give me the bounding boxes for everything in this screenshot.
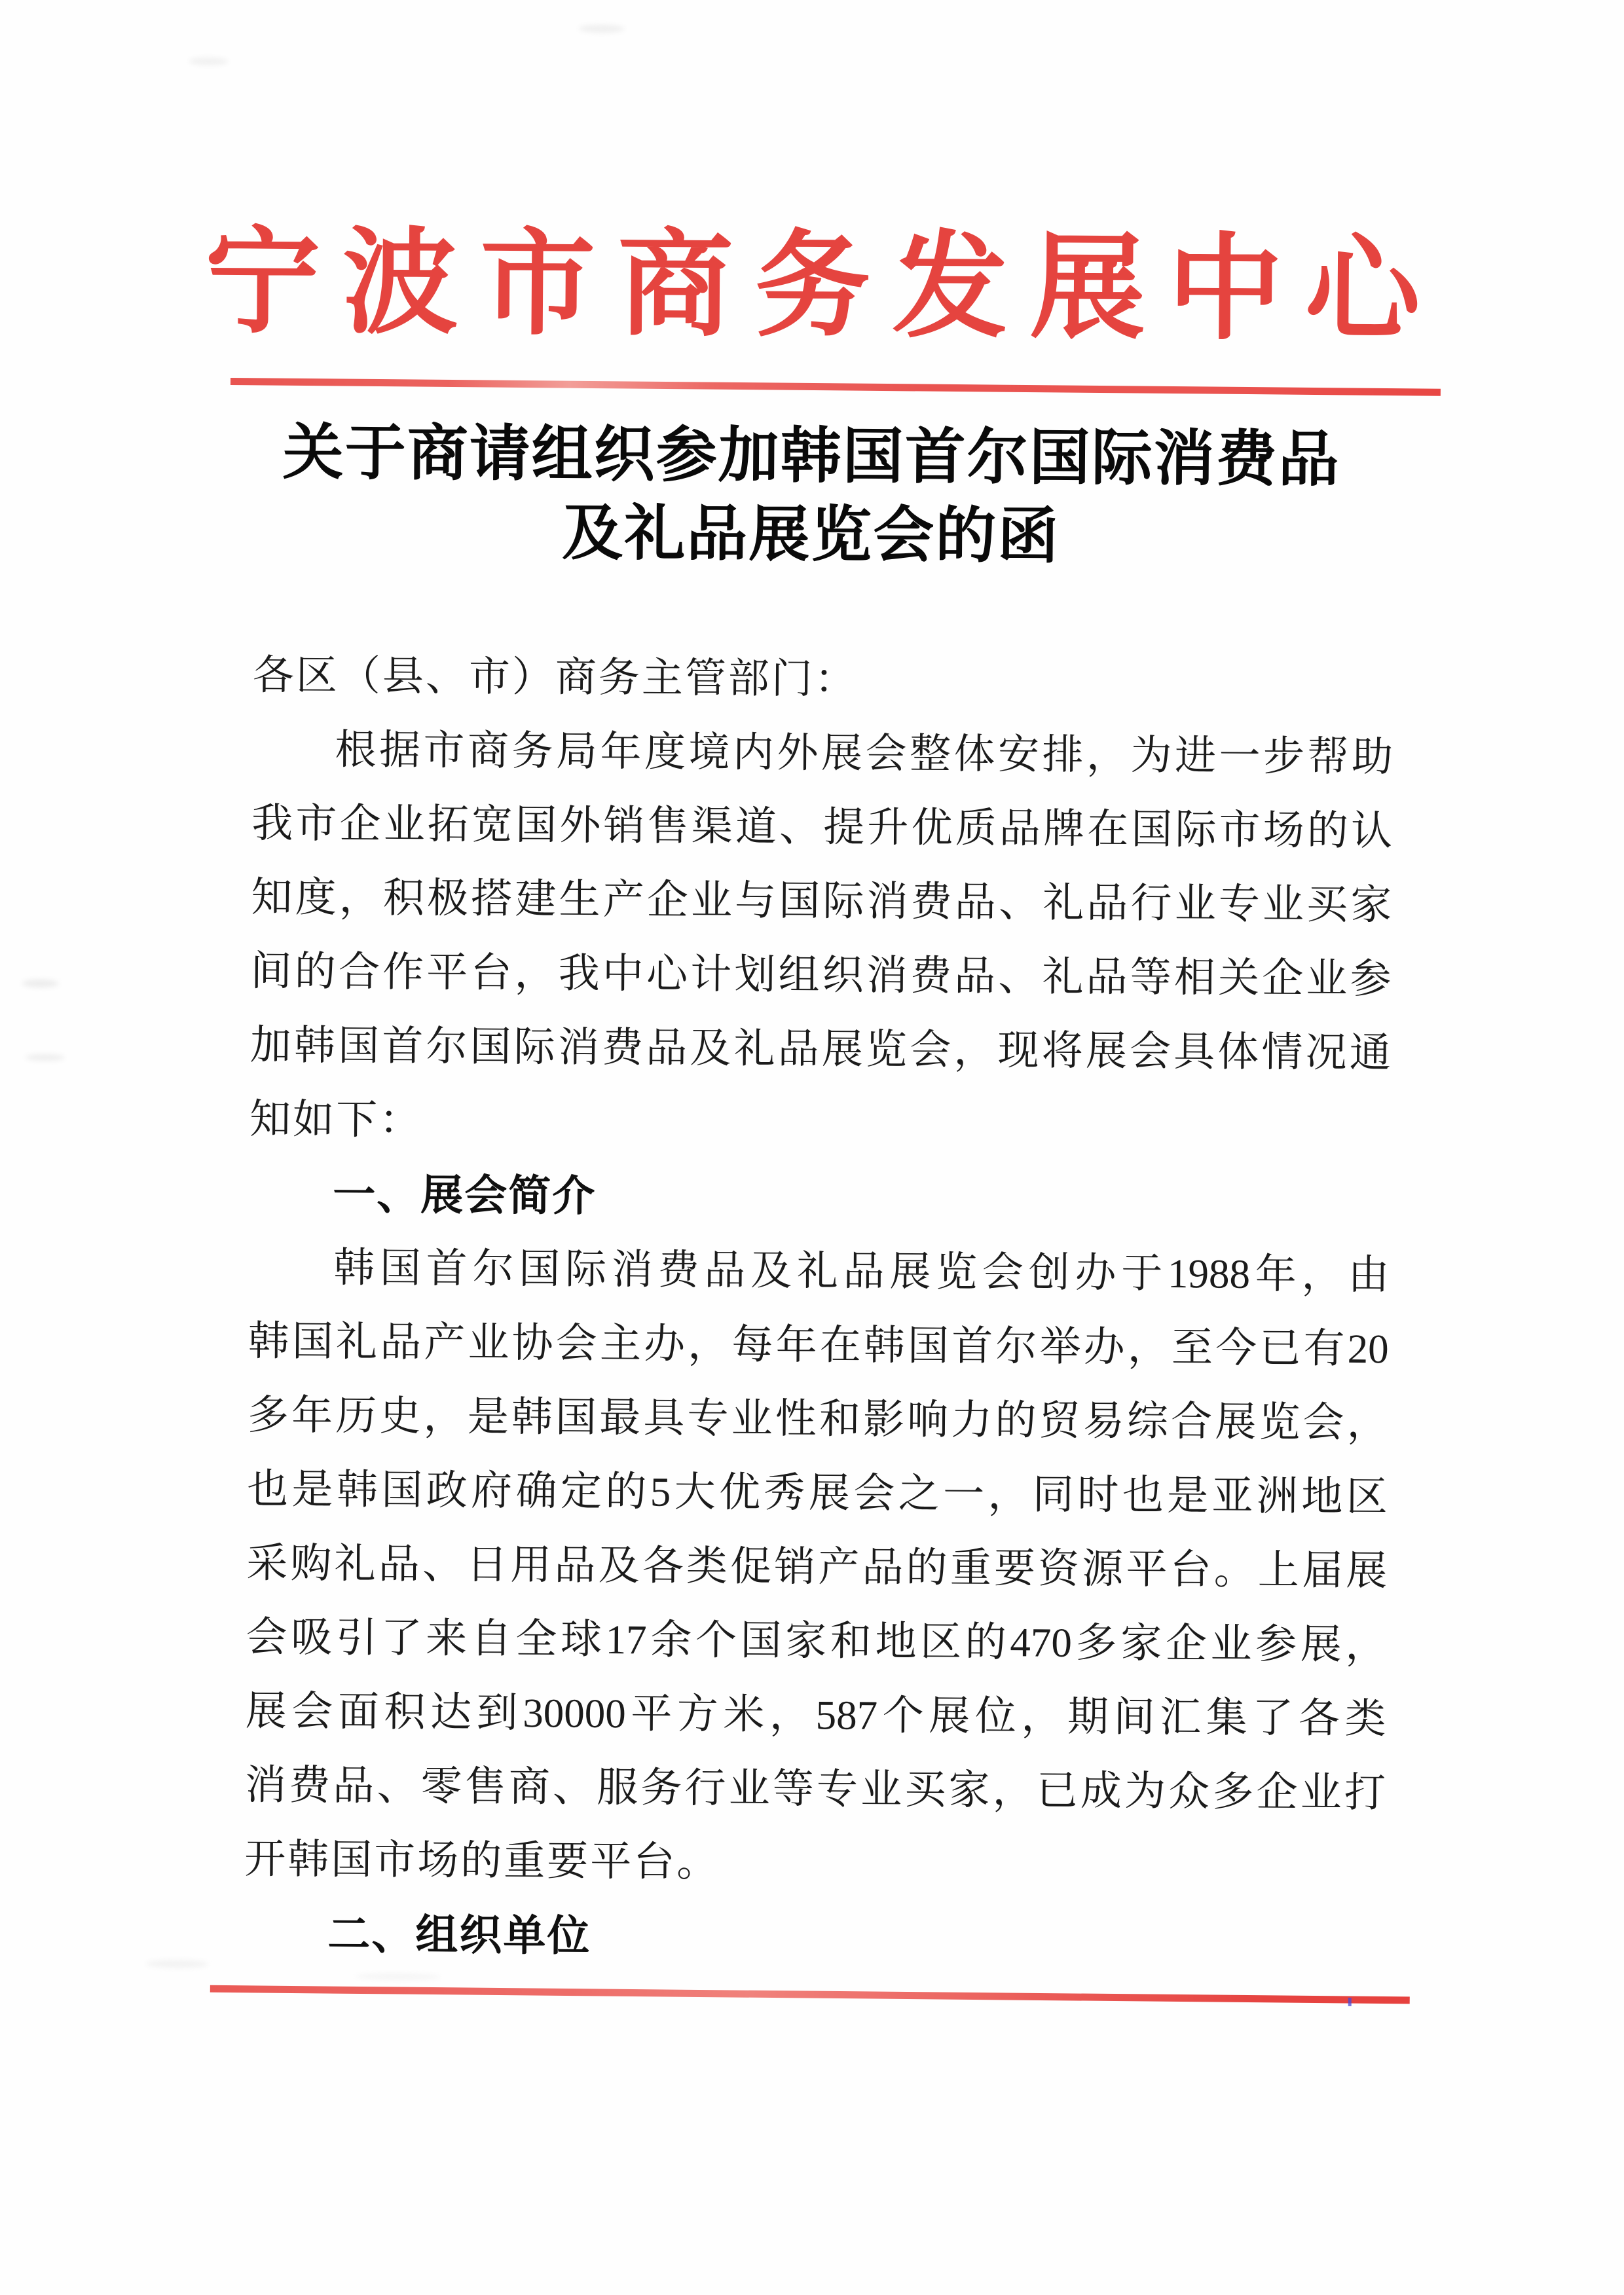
scan-smudge	[189, 57, 228, 65]
document-title-line1: 关于商请组织参加韩国首尔国际消费品	[282, 419, 1341, 494]
body-line: 开韩国市场的重要平台。	[244, 1836, 720, 1886]
body-line: 韩 国 礼 品 产 业 协 会 主 办 ， 每 年 在 韩 国 首 尔 举 办 ， 至 今 已 有 20	[248, 1318, 1389, 1372]
body-line: 消 费 品 、 零 售 商 、 服 务 行 业 等 专 业 买 家 ， 已 成 为 众 多 企 业 打	[244, 1762, 1386, 1816]
scan-smudge	[579, 25, 625, 33]
document-title	[0, 412, 1624, 580]
letterhead-title: 宁波市商务发展中心	[204, 219, 1443, 356]
paragraph-indent	[248, 1230, 329, 1305]
body-line: 我 市 企 业 拓 宽 国 外 销 售 渠 道 、 提 升 优 质 品 牌 在 国 际 市 场 的 认	[251, 800, 1393, 854]
scan-smudge	[146, 1960, 208, 1968]
body-line: 各区（县、市）商务主管部门：	[252, 652, 858, 703]
body-line: 多 年 历 史 ， 是 韩 国 最 具 专 业 性 和 影 响 力 的 贸 易 综 合 展 览 会 ，	[247, 1392, 1389, 1446]
body-line: 也 是 韩 国 政 府 确 定 的 5 大 优 秀 展 会 之 一 ， 同 时 也 是 亚 洲 地 区	[246, 1466, 1388, 1520]
footer-rule	[210, 1985, 1410, 2004]
body-line: 知如下：	[249, 1096, 423, 1144]
body-line: 知 度 ， 积 极 搭 建 生 产 企 业 与 国 际 消 费 品 、 礼 品 行 业 专 业 买 家	[251, 874, 1392, 928]
body-line: 间 的 合 作 平 台 ， 我 中 心 计 划 组 织 消 费 品 、 礼 品 等 相 关 企 业 参	[250, 948, 1392, 1002]
body-line: 采 购 礼 品 、 日 用 品 及 各 类 促 销 产 品 的 重 要 资 源 平 台 。 上 届 展	[246, 1540, 1388, 1594]
document-title-line2: 及礼品展览会的函	[562, 500, 1060, 571]
letterhead-rule	[231, 378, 1441, 396]
body-line: 根 据 市 商 务 局 年 度 境 内 外 展 会 整 体 安 排 ， 为 进 一 步 帮 助	[252, 712, 1393, 794]
scan-smudge	[26, 1054, 65, 1061]
section-heading: 二、组织单位	[327, 1910, 591, 1960]
scan-smudge	[22, 980, 59, 987]
body-line: 展 会 面 积 达 到 30000 平 方 米 ， 587 个 展 位 ， 期 间 汇 集 了 各 类	[245, 1688, 1386, 1742]
scan-smudge	[356, 1973, 441, 1980]
scan-artifact-blue-tick	[1348, 1998, 1352, 2006]
body-line: 会 吸 引 了 来 自 全 球 17 余 个 国 家 和 地 区 的 470 多 家 企 业 参 展 ，	[246, 1614, 1387, 1668]
section-heading: 一、展会简介	[333, 1170, 597, 1220]
body-line: 韩 国 首 尔 国 际 消 费 品 及 礼 品 展 览 会 创 办 于 1988 年 ， 由	[248, 1230, 1390, 1312]
paragraph-indent	[252, 712, 333, 787]
document-body	[244, 638, 1393, 1978]
body-line: 加 韩 国 首 尔 国 际 消 费 品 及 礼 品 展 览 会 ， 现 将 展 会 具 体 情 况 通	[249, 1022, 1392, 1076]
